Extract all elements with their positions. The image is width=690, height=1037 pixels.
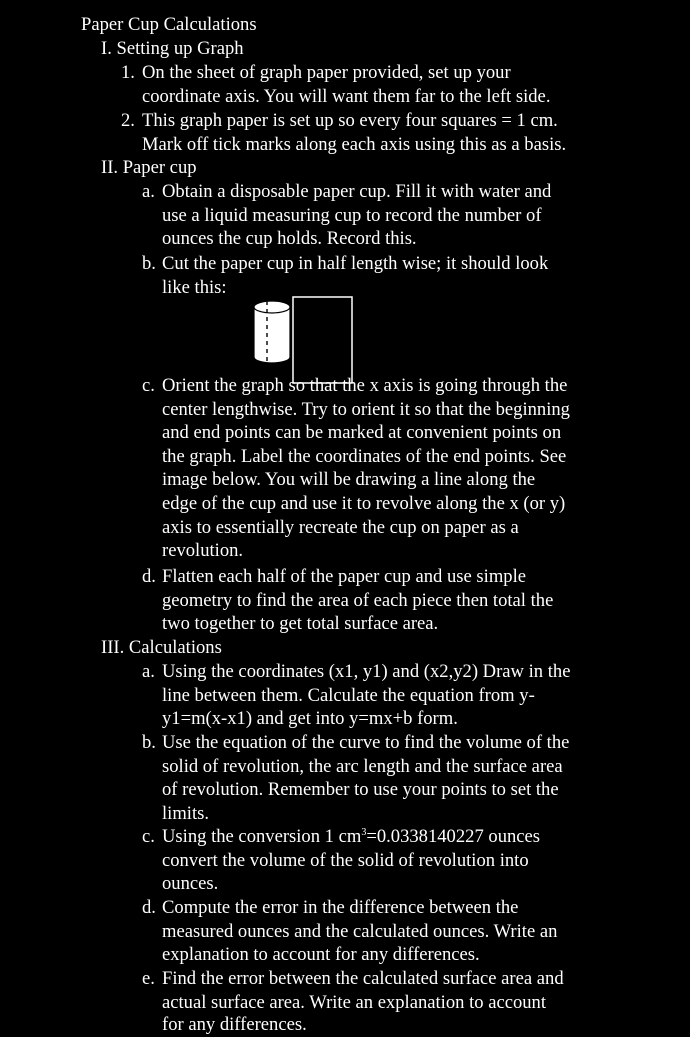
list-item-label: a. <box>142 661 155 682</box>
list-item-label: b. <box>142 253 156 274</box>
list-item-text: Use the equation of the curve to find the volume of the solid of revolution, the arc length and the surface area of revolution. Remember to use your points to set the limits. <box>162 732 570 824</box>
cylinder-cup-icon <box>254 301 290 363</box>
list-item-label: 1. <box>121 62 135 83</box>
superscript: 3 <box>361 826 367 838</box>
list-item-text: This graph paper is set up so every four squares = 1 cm. Mark off tick marks along each axis using this as a basis. <box>142 110 567 155</box>
flattened-half-rect <box>293 297 352 383</box>
section-numeral: III. <box>101 637 125 658</box>
list-item-text <box>162 825 662 896</box>
list-item-text: Flatten each half of the paper cup and use simple geometry to find the area of each piece then total the two together to get total surface area. <box>162 566 554 635</box>
section-3-heading <box>101 636 222 660</box>
section-heading-text: Paper cup <box>122 157 197 178</box>
list-item-text: Orient the graph so that the x axis is going through the center lengthwise. Try to orient it so that the beginning and end points can be marked at convenient points on the graph. Label the coordinates of the end points. See image below. You will be drawing a line along the edge of the cup and use it to revolve along the x (or y) axis to essentially recreate the cup on paper as a revolution. <box>162 375 570 562</box>
list-item-label: d. <box>142 566 156 587</box>
section-numeral: II. <box>101 157 119 178</box>
list-item-label: e. <box>142 968 155 989</box>
page-cutoff-region <box>0 999 690 1035</box>
list-item-label: c. <box>142 375 155 396</box>
cut-off-line: for any differences. <box>162 1014 307 1035</box>
list-item-label: 2. <box>121 110 135 131</box>
list-item-text: Obtain a disposable paper cup. Fill it with water and use a liquid measuring cup to record the number of ounces the cup holds. Record this. <box>162 181 552 250</box>
list-item-text: Using the coordinates (x1, y1) and (x2,y2) Draw in the line between them. Calculate the equation from y- y1=m(x-x1) and get into y=mx+b form. <box>162 661 571 730</box>
section-heading-text: Calculations <box>128 637 222 658</box>
text-part: Using the conversion 1 cm <box>162 826 362 847</box>
list-item-label: a. <box>142 181 155 202</box>
section-numeral: I. <box>101 38 112 59</box>
section-1-heading <box>101 37 244 61</box>
list-item-label: c. <box>142 826 155 847</box>
page-title: Paper Cup Calculations <box>81 14 257 35</box>
list-item-text: On the sheet of graph paper provided, set up your coordinate axis. You will want them far to the left side. <box>142 62 551 107</box>
section-2-heading <box>101 156 197 180</box>
list-item-text: Find the error between the calculated surface area and actual surface area. Write an explanation to account <box>162 968 564 1013</box>
list-item-text: Cut the paper cup in half length wise; it should look like this: <box>162 253 549 298</box>
section-heading-text: Setting up Graph <box>116 38 244 59</box>
text-part: =0.0338140227 ounces convert the volume of the solid of revolution into ounces. <box>162 826 541 895</box>
list-item-label: d. <box>142 897 156 918</box>
list-item-label: b. <box>142 732 156 753</box>
list-item-text: Compute the error in the difference between the measured ounces and the calculated ounces. Write an explanation to account for any differences. <box>162 897 558 966</box>
